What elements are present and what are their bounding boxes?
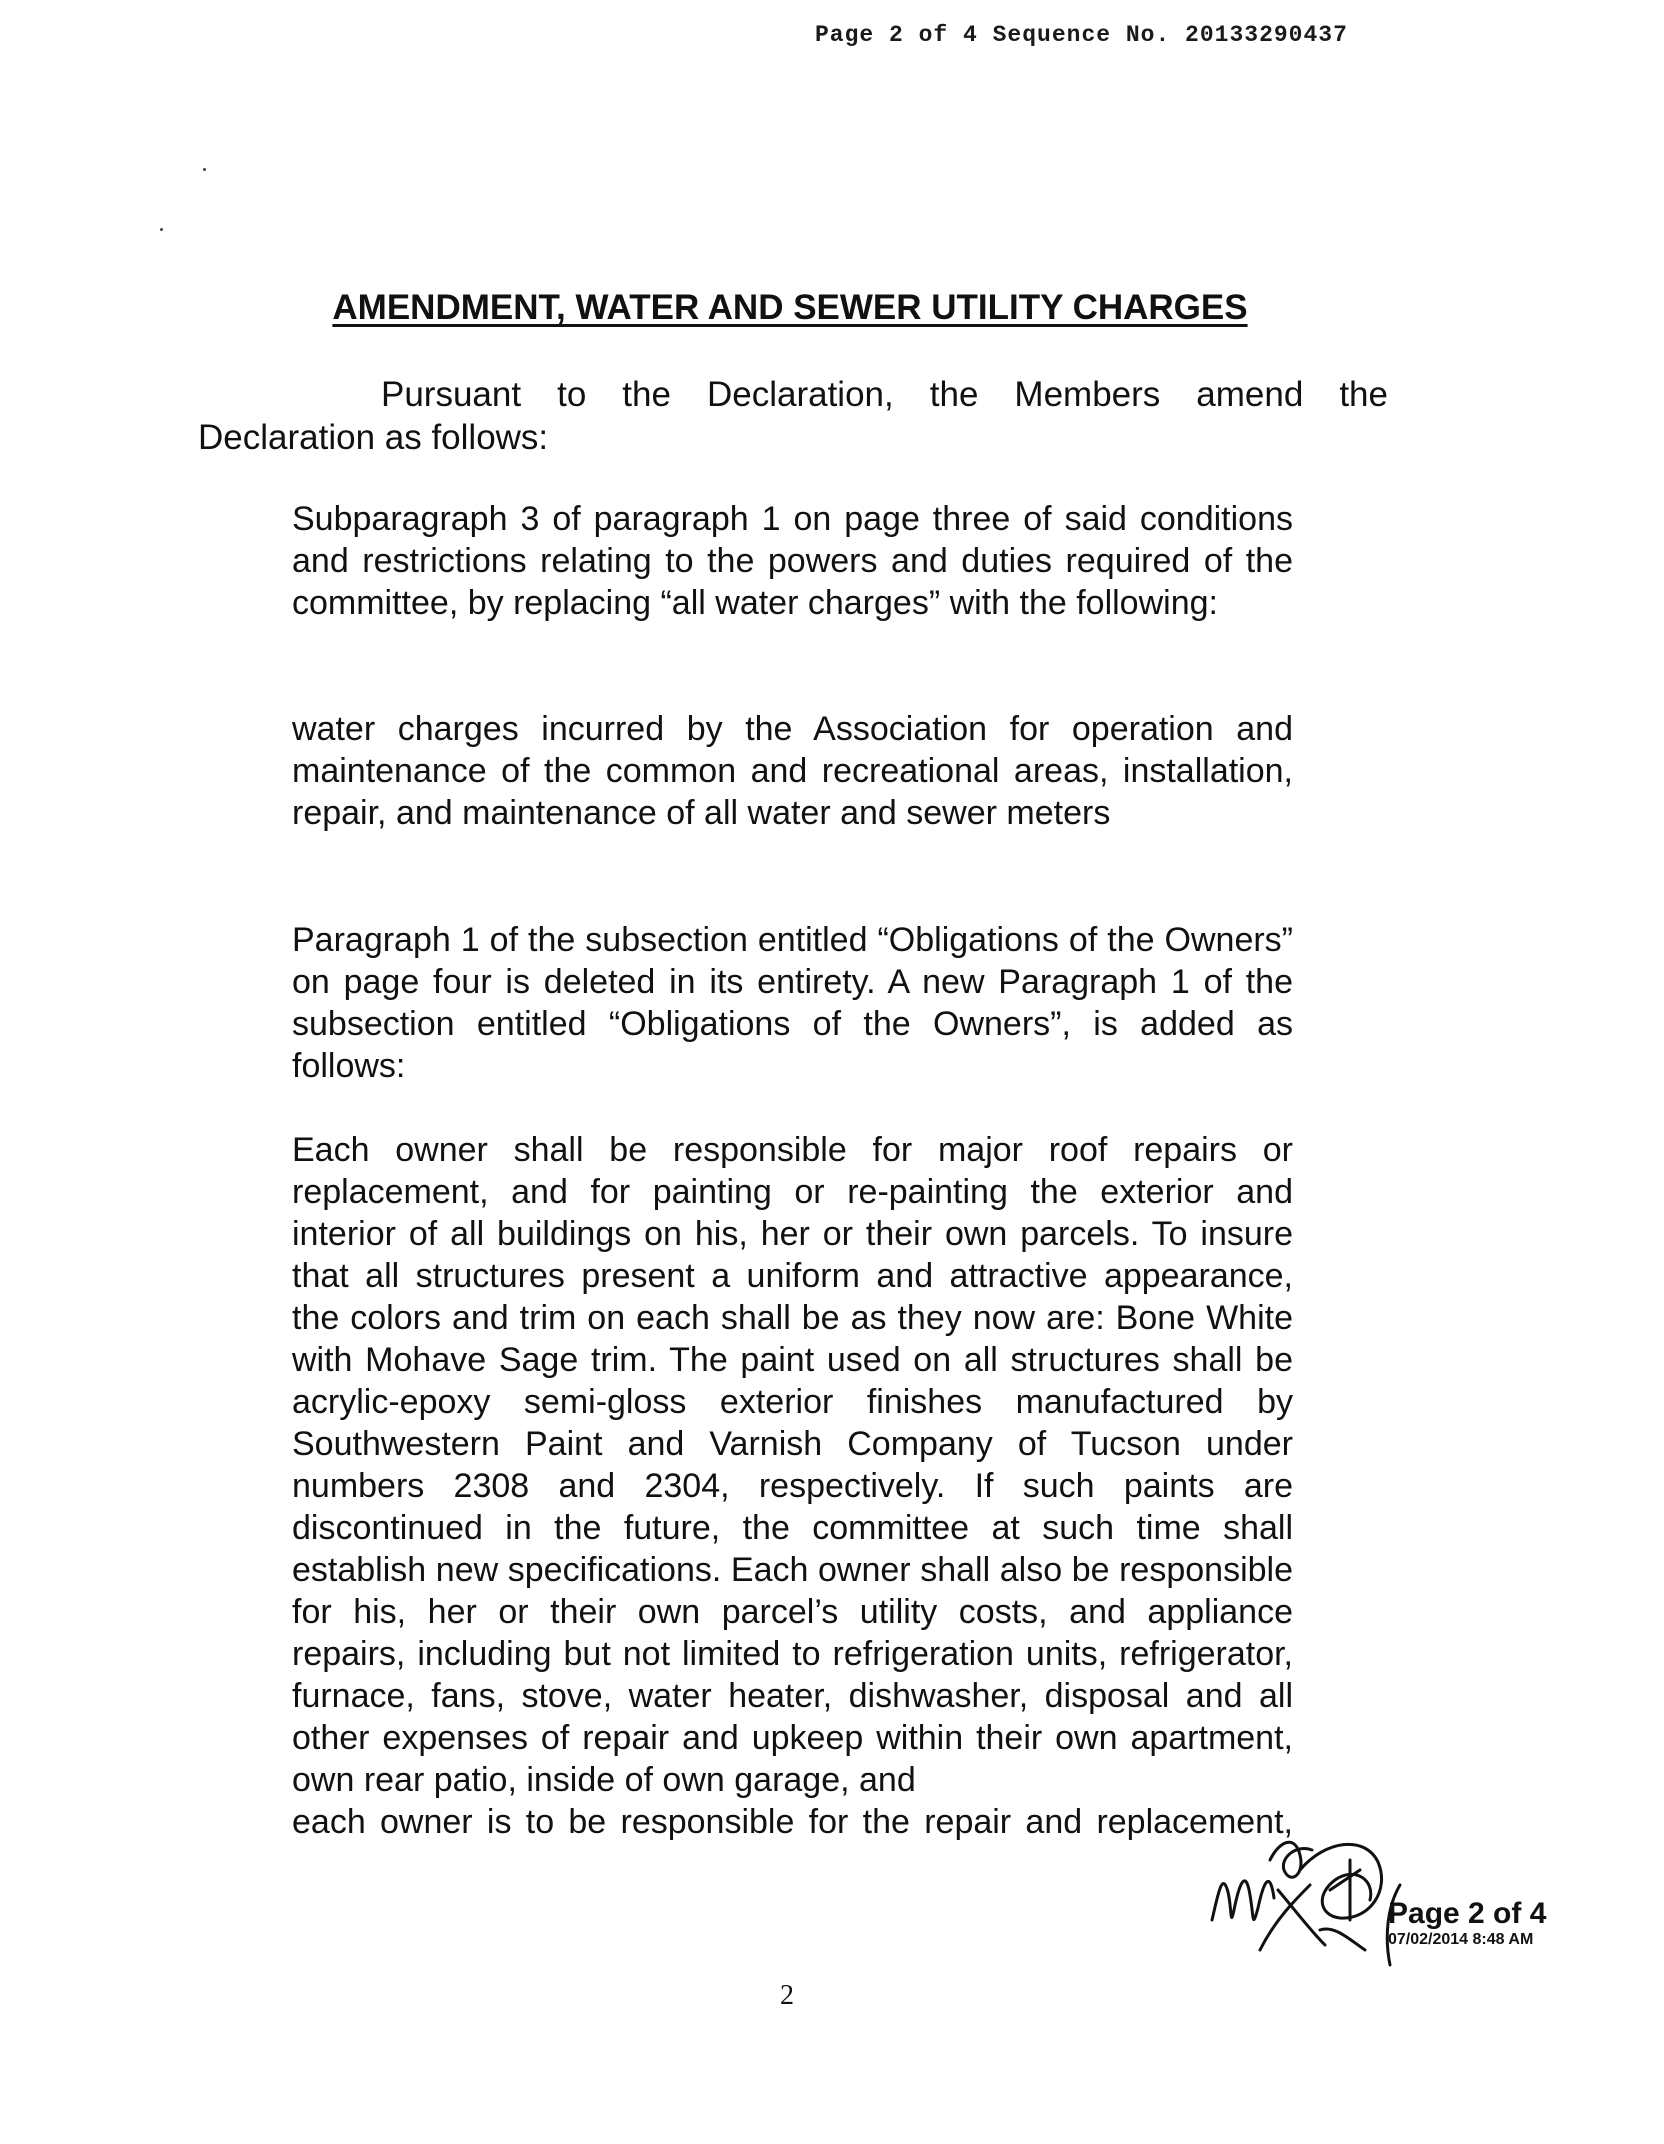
amendment-paragraph-subparagraph-3: Subparagraph 3 of paragraph 1 on page three of said conditions and restrictions relating to the powers and duties required of the committee, by replacing “all water charges” with the following:: [292, 500, 1293, 622]
stamp-datetime: 07/02/2014 8:48 AM: [1388, 1931, 1534, 1948]
intro-paragraph: [198, 373, 1388, 459]
document-title: AMENDMENT, WATER AND SEWER UTILITY CHARGES: [332, 288, 1248, 327]
owner-responsibilities-body: Each owner shall be responsible for major roof repairs or replacement, and for painting or re-painting the exterior and interior of all buildings on his, her or their own parcels. To insure that all structures present a uniform and attractive appearance, the colors and trim on each shall be as they now are: Bone White with Mohave Sage trim. The paint used on all structures shall be acrylic-epoxy semi-gloss exterior finishes manufactured by Southwestern Paint and Varnish Company of Tucson under numbers 2308 and 2304, respectively. If such paints are discontinued in the future, the committee at such time shall establish new specifications. Each owner shall also be responsible for his, her or their own parcel’s utility costs, and appliance repairs, including but not limited to refrigeration units, refrigerator, furnace, fans, stove, water heater, dishwasher, disposal and all other expenses of repair and upkeep within their own apartment, own rear patio, inside of own garage, and: [292, 1131, 1293, 1799]
amendment-paragraph-water-charges: water charges incurred by the Association for operation and maintenance of the common and recreational areas, installation, repair, and maintenance of all water and sewer meters: [292, 710, 1293, 832]
recorder-page-stamp: [1388, 1897, 1546, 1949]
intro-line-2: Declaration as follows:: [198, 418, 549, 457]
scan-speck: [203, 168, 206, 171]
owner-responsibilities-last-line: each owner is to be responsible for the repair and replacement,: [292, 1803, 1293, 1841]
scan-speck: [160, 228, 163, 231]
amendment-paragraph-obligations: Paragraph 1 of the subsection entitled “Obligations of the Owners” on page four is deleted in its entirety. A new Paragraph 1 of the subsection entitled “Obligations of the Owners”, is added as follows:: [292, 921, 1293, 1085]
stamp-page-count: Page 2 of 4: [1388, 1897, 1547, 1930]
page-number: 2: [780, 1980, 794, 2011]
amendment-paragraph-owner-responsibilities: [292, 1129, 1293, 1843]
intro-line-1: Pursuant to the Declaration, the Members amend the: [381, 375, 1388, 414]
recording-sequence-header: Page 2 of 4 Sequence No. 20133290437: [815, 22, 1348, 48]
